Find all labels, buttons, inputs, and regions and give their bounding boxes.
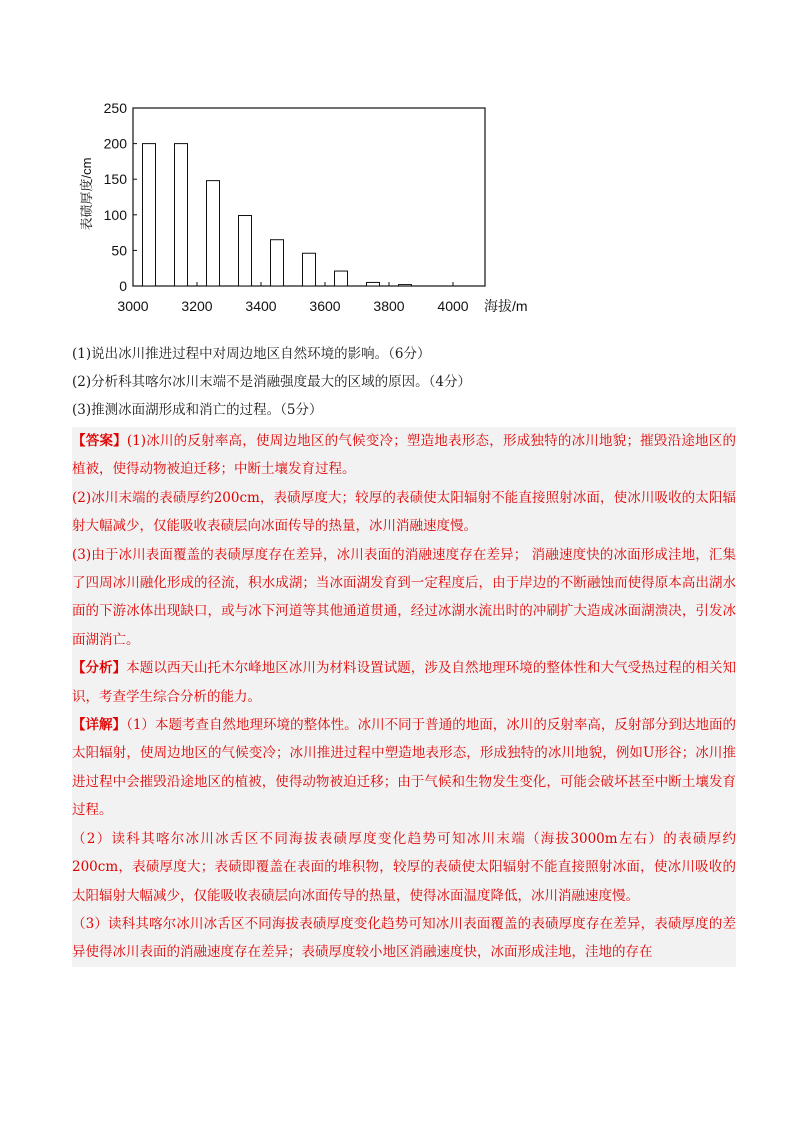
bar-3450 xyxy=(271,240,284,286)
y-axis-label: 表碛厚度/cm xyxy=(79,157,94,231)
detail-tag: 【详解】 xyxy=(72,717,127,734)
answer-paragraph-3: (3)由于冰川表面覆盖的表碛厚度存在差异，冰川表面的消融速度存在差异； 消融速度快的冰面形成洼地，汇集了四周冰川融化形成的径流，积水成湖；当冰面湖发育到一定程度后，由于岸边的不断融蚀而使得原本高出湖水面的下游冰体出现缺口，或与冰下河道等其他通道贯通，经过冰湖水流出时的冲刷扩大造成冰面湖溃决，引发冰面湖消亡。 xyxy=(72,546,736,648)
answer-block xyxy=(72,427,736,967)
x-tick-label: 3600 xyxy=(309,298,341,314)
detail-paragraph-2: （2）读科其喀尔冰川冰舌区不同海拔表碛厚度变化趋势可知冰川末端（海拔3000m左右）的表碛厚约200cm，表碛厚度大；表碛即覆盖在表面的堆积物，较厚的表碛使太阳辐射不能直接照射冰面，使冰川吸收的太阳辐射大幅减少，仅能吸收表碛层向冰面传导的热量，使得冰面温度降低，冰川消融速度慢。 xyxy=(72,830,736,904)
x-tick-label: 3000 xyxy=(117,298,149,314)
x-tick-label: 3400 xyxy=(245,298,277,314)
bar-chart xyxy=(70,92,540,322)
y-tick-label: 150 xyxy=(103,171,127,188)
answer-paragraph-2: (2)冰川末端的表碛厚约200cm，表碛厚度大；较厚的表碛使太阳辐射不能直接照射冰面，使冰川吸收的太阳辐射大幅减少，仅能吸收表碛层向冰面传导的热量，冰川消融速度慢。 xyxy=(72,489,736,535)
answer-tag: 【答案】 xyxy=(72,433,127,449)
bar-3650 xyxy=(335,271,348,286)
analysis-text: 本题以西天山托木尔峰地区冰川为材料设置试题，涉及自然地理环境的整体性和大气受热过程的相关知识，考查学生综合分析的能力。 xyxy=(72,660,737,705)
question-2: (2)分析科其喀尔冰川末端不是消融强度最大的区域的原因。（4分） xyxy=(72,374,471,390)
x-tick-label: 3200 xyxy=(181,298,213,314)
y-tick-label: 200 xyxy=(103,135,127,152)
bar-3050 xyxy=(143,144,156,286)
y-tick-label: 50 xyxy=(111,242,127,259)
y-tick-label: 100 xyxy=(103,206,127,223)
x-axis-label: 海拔/m xyxy=(484,298,528,314)
x-tick-label: 3800 xyxy=(373,298,405,314)
question-3: (3)推测冰面湖形成和消亡的过程。（5分） xyxy=(72,402,323,418)
analysis-paragraph xyxy=(72,654,736,711)
detail-text-1: （1）本题考查自然地理环境的整体性。冰川不同于普通的地面，冰川的反射率高，反射部分到达地面的太阳辐射，使周边地区的气候变冷；冰川推进过程中塑造地表形态，形成独特的冰川地貌，例如U形谷；冰川推进过程中会摧毁沿途地区的植被，使得动物被迫迁移；由于气候和生物发生变化，可能会破坏甚至中断土壤发育过程。 xyxy=(72,717,737,819)
bar-3150 xyxy=(175,144,188,286)
bar-3250 xyxy=(207,181,220,286)
bar-3750 xyxy=(367,282,380,286)
bar-3850 xyxy=(399,285,412,286)
answer-text-1: (1)冰川的反射率高，使周边地区的气候变冷；塑造地表形态，形成独特的冰川地貌；摧毁沿途地区的植被，使得动物被迫迁移；中断土壤发育过程。 xyxy=(72,433,737,478)
y-tick-label: 0 xyxy=(119,278,127,294)
question-list xyxy=(72,340,732,424)
x-tick-label: 4000 xyxy=(437,298,469,314)
bar-3350 xyxy=(239,216,252,286)
answer-paragraph-1 xyxy=(72,427,736,484)
question-1: (1)说出冰川推进过程中对周边地区自然环境的影响。（6分） xyxy=(72,346,431,362)
detail-paragraph-3: （3）读科其喀尔冰川冰舌区不同海拔表碛厚度变化趋势可知冰川表面覆盖的表碛厚度存在差异，表碛厚度的差异使得冰川表面的消融速度存在差异；表碛厚度较小地区消融速度快，冰面形成洼地，洼地的存在 xyxy=(72,915,736,961)
bar-3550 xyxy=(303,253,316,286)
detail-paragraph-1 xyxy=(72,711,736,825)
analysis-tag: 【分析】 xyxy=(72,660,127,677)
y-tick-label: 250 xyxy=(103,100,127,116)
